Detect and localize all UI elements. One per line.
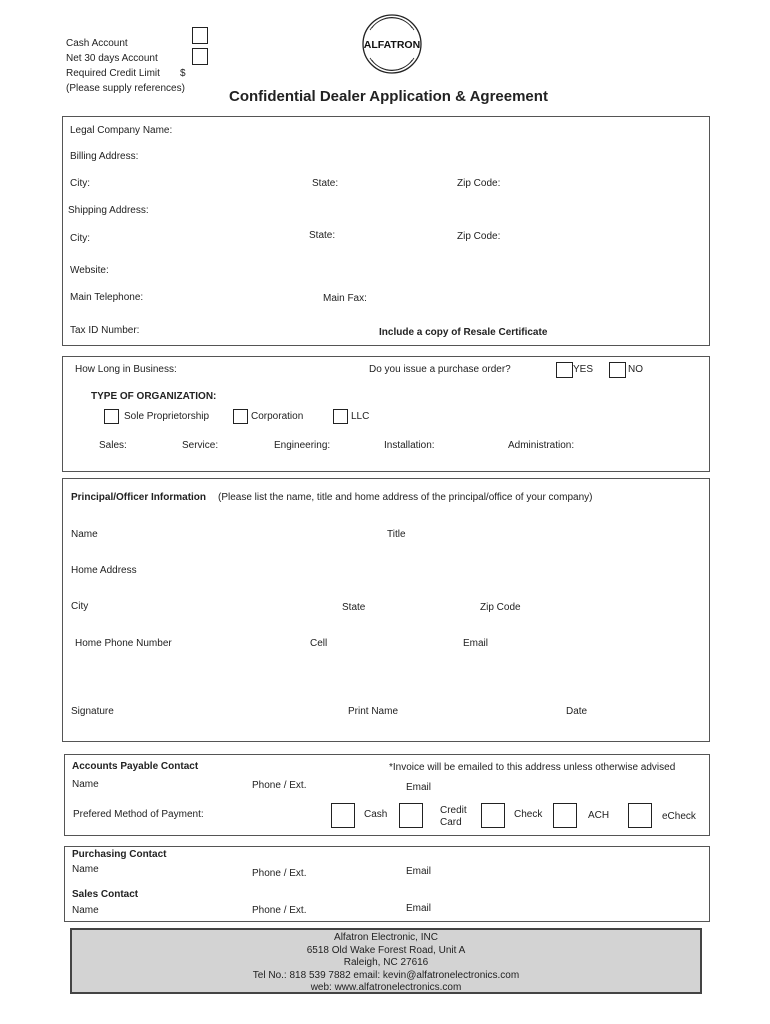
billing-state-label: State: <box>312 178 339 189</box>
engineering-count-label: Engineering: <box>274 440 331 451</box>
principal-heading: Principal/Officer Information <box>71 492 207 503</box>
billing-address-label: Billing Address: <box>70 151 139 162</box>
purchasing-contact-heading: Purchasing Contact <box>72 849 167 860</box>
principal-home-phone-label: Home Phone Number <box>75 638 172 649</box>
installation-count-label: Installation: <box>384 440 435 451</box>
payment-ach-checkbox[interactable] <box>553 803 577 828</box>
payment-credit-card-label: Credit Card <box>440 805 467 828</box>
administration-count-label: Administration: <box>508 440 575 451</box>
payment-cash-label: Cash <box>364 809 388 820</box>
tax-id-label: Tax ID Number: <box>70 325 140 336</box>
principal-zip-label: Zip Code <box>480 602 521 613</box>
principal-instructions: (Please list the name, title and home address of the principal/office of your company) <box>218 492 593 503</box>
principal-cell-label: Cell <box>310 638 328 649</box>
ap-email-label: Email <box>406 782 432 793</box>
print-name-label: Print Name <box>348 706 399 717</box>
payment-cash-checkbox[interactable] <box>331 803 355 828</box>
invoice-note: *Invoice will be emailed to this address unless otherwise advised <box>389 762 676 773</box>
sales-name-label: Name <box>72 905 99 916</box>
billing-city-label: City: <box>70 178 90 189</box>
sales-contact-heading: Sales Contact <box>72 889 139 900</box>
accounts-payable-heading: Accounts Payable Contact <box>72 761 199 772</box>
yes-label: YES <box>573 364 594 375</box>
footer-website: web: www.alfatronelectronics.com <box>310 982 462 993</box>
cash-account-label: Cash Account <box>66 38 128 49</box>
purchase-order-yes-checkbox[interactable] <box>556 362 573 378</box>
purchase-order-question: Do you issue a purchase order? <box>369 364 511 375</box>
sales-email-label: Email <box>406 903 432 914</box>
payment-method-label: Prefered Method of Payment: <box>73 809 204 820</box>
principal-email-label: Email <box>463 638 489 649</box>
credit-limit-dollar: $ <box>180 68 186 79</box>
page-title: Confidential Dealer Application & Agreement <box>229 88 548 105</box>
ap-name-label: Name <box>72 779 99 790</box>
sole-proprietorship-label: Sole Proprietorship <box>124 411 210 422</box>
shipping-zip-label: Zip Code: <box>457 231 501 242</box>
footer-contact: Tel No.: 818 539 7882 email: kevin@alfatronelectronics.com <box>252 969 520 981</box>
sales-phone-label: Phone / Ext. <box>252 905 307 916</box>
footer-address-line1: 6518 Old Wake Forest Road, Unit A <box>306 944 466 956</box>
payment-echeck-checkbox[interactable] <box>628 803 652 828</box>
principal-section <box>62 478 710 742</box>
ap-phone-label: Phone / Ext. <box>252 780 307 791</box>
company-info-section <box>62 116 710 346</box>
website-label: Website: <box>70 265 109 276</box>
main-telephone-label: Main Telephone: <box>70 292 144 303</box>
sole-proprietorship-checkbox[interactable] <box>104 409 119 424</box>
resale-certificate-note: Include a copy of Resale Certificate <box>379 327 548 338</box>
net30-account-label: Net 30 days Account <box>66 53 158 64</box>
no-label: NO <box>628 364 643 375</box>
how-long-in-business-label: How Long in Business: <box>75 364 177 375</box>
principal-name-label: Name <box>71 529 98 540</box>
payment-echeck-label: eCheck <box>662 811 696 822</box>
service-count-label: Service: <box>182 440 219 451</box>
principal-home-address-label: Home Address <box>71 565 137 576</box>
footer-address-line2: Raleigh, NC 27616 <box>343 957 429 968</box>
shipping-state-label: State: <box>309 230 336 241</box>
billing-zip-label: Zip Code: <box>457 178 501 189</box>
footer-company-name: Alfatron Electronic, INC <box>334 932 438 943</box>
payment-check-label: Check <box>514 809 543 820</box>
principal-city-label: City <box>71 601 89 612</box>
cash-account-checkbox[interactable] <box>192 27 208 44</box>
logo-text: ALFATRON <box>363 39 421 51</box>
payment-ach-label: ACH <box>588 810 610 821</box>
purchasing-name-label: Name <box>72 864 99 875</box>
date-label: Date <box>566 706 588 717</box>
alfatron-logo <box>360 12 424 76</box>
payment-check-checkbox[interactable] <box>481 803 505 828</box>
purchase-order-no-checkbox[interactable] <box>609 362 626 378</box>
corporation-checkbox[interactable] <box>233 409 248 424</box>
sales-count-label: Sales: <box>99 440 127 451</box>
purchasing-phone-label: Phone / Ext. <box>252 868 307 879</box>
company-footer <box>70 928 702 994</box>
payment-credit-card-checkbox[interactable] <box>399 803 423 828</box>
references-note: (Please supply references) <box>66 83 185 94</box>
principal-state-label: State <box>342 602 366 613</box>
llc-label: LLC <box>351 411 370 422</box>
credit-limit-label: Required Credit Limit <box>66 68 160 79</box>
legal-company-name-label: Legal Company Name: <box>70 125 173 136</box>
shipping-city-label: City: <box>70 233 90 244</box>
purchasing-email-label: Email <box>406 866 432 877</box>
llc-checkbox[interactable] <box>333 409 348 424</box>
signature-label: Signature <box>71 706 114 717</box>
principal-title-label: Title <box>387 529 406 540</box>
organization-type-heading: TYPE OF ORGANIZATION: <box>91 391 217 402</box>
net30-account-checkbox[interactable] <box>192 48 208 65</box>
main-fax-label: Main Fax: <box>323 293 367 304</box>
corporation-label: Corporation <box>251 411 304 422</box>
shipping-address-label: Shipping Address: <box>68 205 149 216</box>
